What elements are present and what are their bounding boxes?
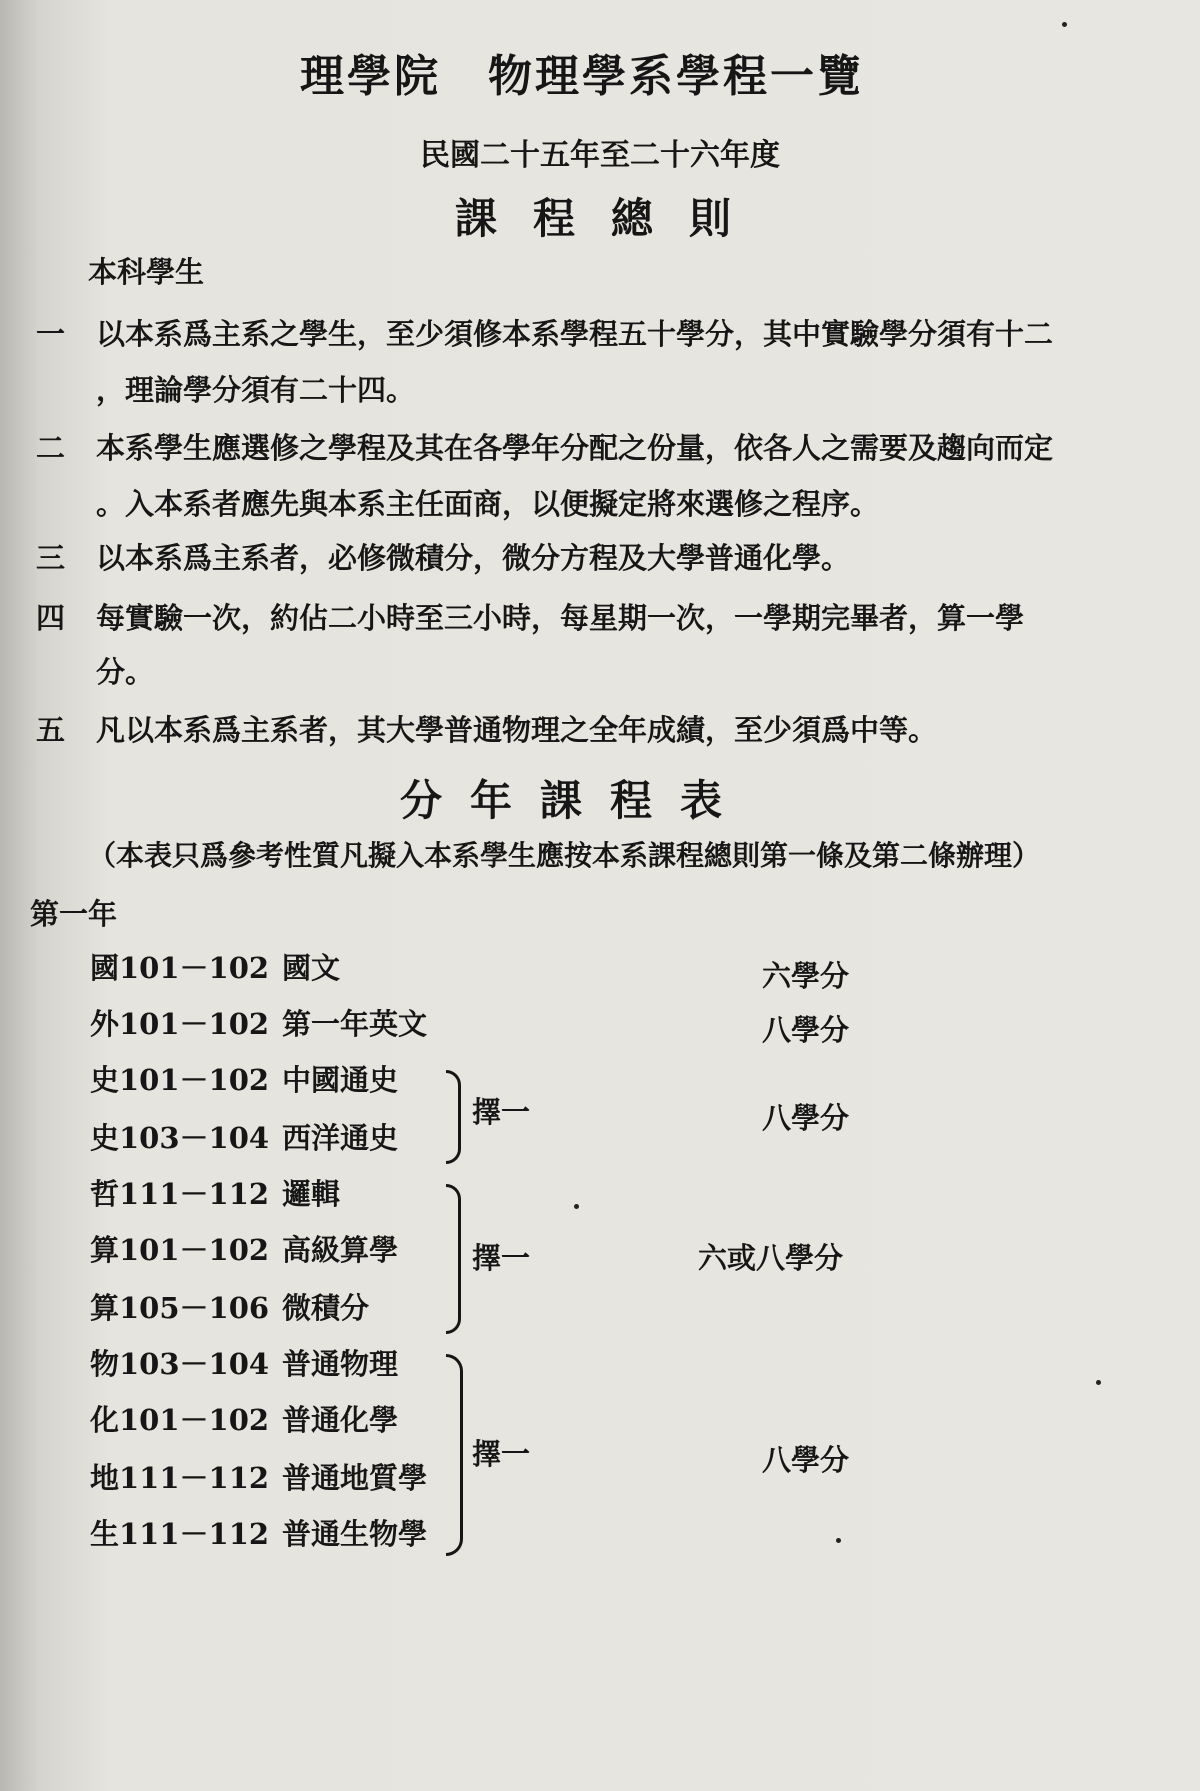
course-name: 普通物理 [282,1347,399,1381]
page-title: 理學院 物理學系學程一覽 [300,51,864,102]
group-credit: 六或八學分 [698,1241,844,1275]
scan-speck [1062,22,1067,27]
course-name: 邏輯 [282,1177,341,1211]
group-brace [446,1070,461,1164]
schedule-note: （本表只爲參考性質凡擬入本系學生應按本系課程總則第一條及第二條辦理） [88,839,1041,872]
course-code: 生111－112 [90,1517,270,1551]
group-brace [446,1184,461,1334]
course-code: 算105－106 [90,1291,270,1325]
rules-intro: 本科學生 [88,255,205,289]
course-name: 普通化學 [282,1403,399,1437]
choose-one-label: 擇一 [472,1095,531,1129]
course-name: 微積分 [282,1291,370,1325]
course-name: 普通生物學 [282,1517,428,1551]
schedule-heading: 分年課程表 [400,776,751,825]
course-code: 地111－112 [90,1461,270,1495]
rule-number: 五 [36,713,66,747]
choose-one-label: 擇一 [472,1241,531,1275]
group-credit: 八學分 [762,1443,850,1477]
rule-number: 一 [36,317,66,351]
course-name: 普通地質學 [282,1461,428,1495]
rule-text-line: 本系學生應選修之學程及其在各學年分配之份量，依各人之需要及趨向而定 [96,431,1054,465]
year-label: 第一年 [30,897,118,931]
course-code: 物103－104 [90,1347,270,1381]
group-credit: 八學分 [762,1101,850,1135]
rule-text-line: 。入本系者應先與本系主任面商，以便擬定將來選修之程序。 [96,487,880,521]
rule-text-line: 以本系爲主系之學生，至少須修本系學程五十學分，其中實驗學分須有十二 [96,317,1054,351]
scan-speck [574,1204,579,1209]
course-name: 西洋通史 [282,1121,399,1155]
rule-text-line: ，理論學分須有二十四。 [96,373,416,407]
scan-speck [1096,1380,1101,1385]
course-credit: 六學分 [762,959,850,993]
rule-text-line: 分。 [96,655,155,689]
course-name: 第一年英文 [282,1007,428,1041]
course-credit: 八學分 [762,1013,850,1047]
course-code: 史103－104 [90,1121,270,1155]
course-code: 外101－102 [90,1007,270,1041]
rule-number: 三 [36,541,66,575]
course-code: 化101－102 [90,1403,270,1437]
academic-year: 民國二十五年至二十六年度 [420,138,780,173]
course-code: 哲111－112 [90,1177,270,1211]
course-name: 國文 [282,951,341,985]
course-code: 國101－102 [90,951,270,985]
group-brace [446,1354,463,1556]
course-name: 高級算學 [282,1233,399,1267]
course-code: 算101－102 [90,1233,270,1267]
scan-speck [836,1538,841,1543]
rule-text-line: 以本系爲主系者，必修微積分，微分方程及大學普通化學。 [96,541,851,575]
general-rules-heading: 課程總則 [455,194,768,243]
rule-text-line: 每實驗一次，約佔二小時至三小時，每星期一次，一學期完畢者，算一學 [96,601,1025,635]
course-name: 中國通史 [282,1063,399,1097]
rule-text-line: 凡以本系爲主系者，其大學普通物理之全年成績，至少須爲中等。 [96,713,938,747]
rule-number: 四 [36,601,66,635]
rule-number: 二 [36,431,66,465]
choose-one-label: 擇一 [472,1437,531,1471]
course-code: 史101－102 [90,1063,270,1097]
